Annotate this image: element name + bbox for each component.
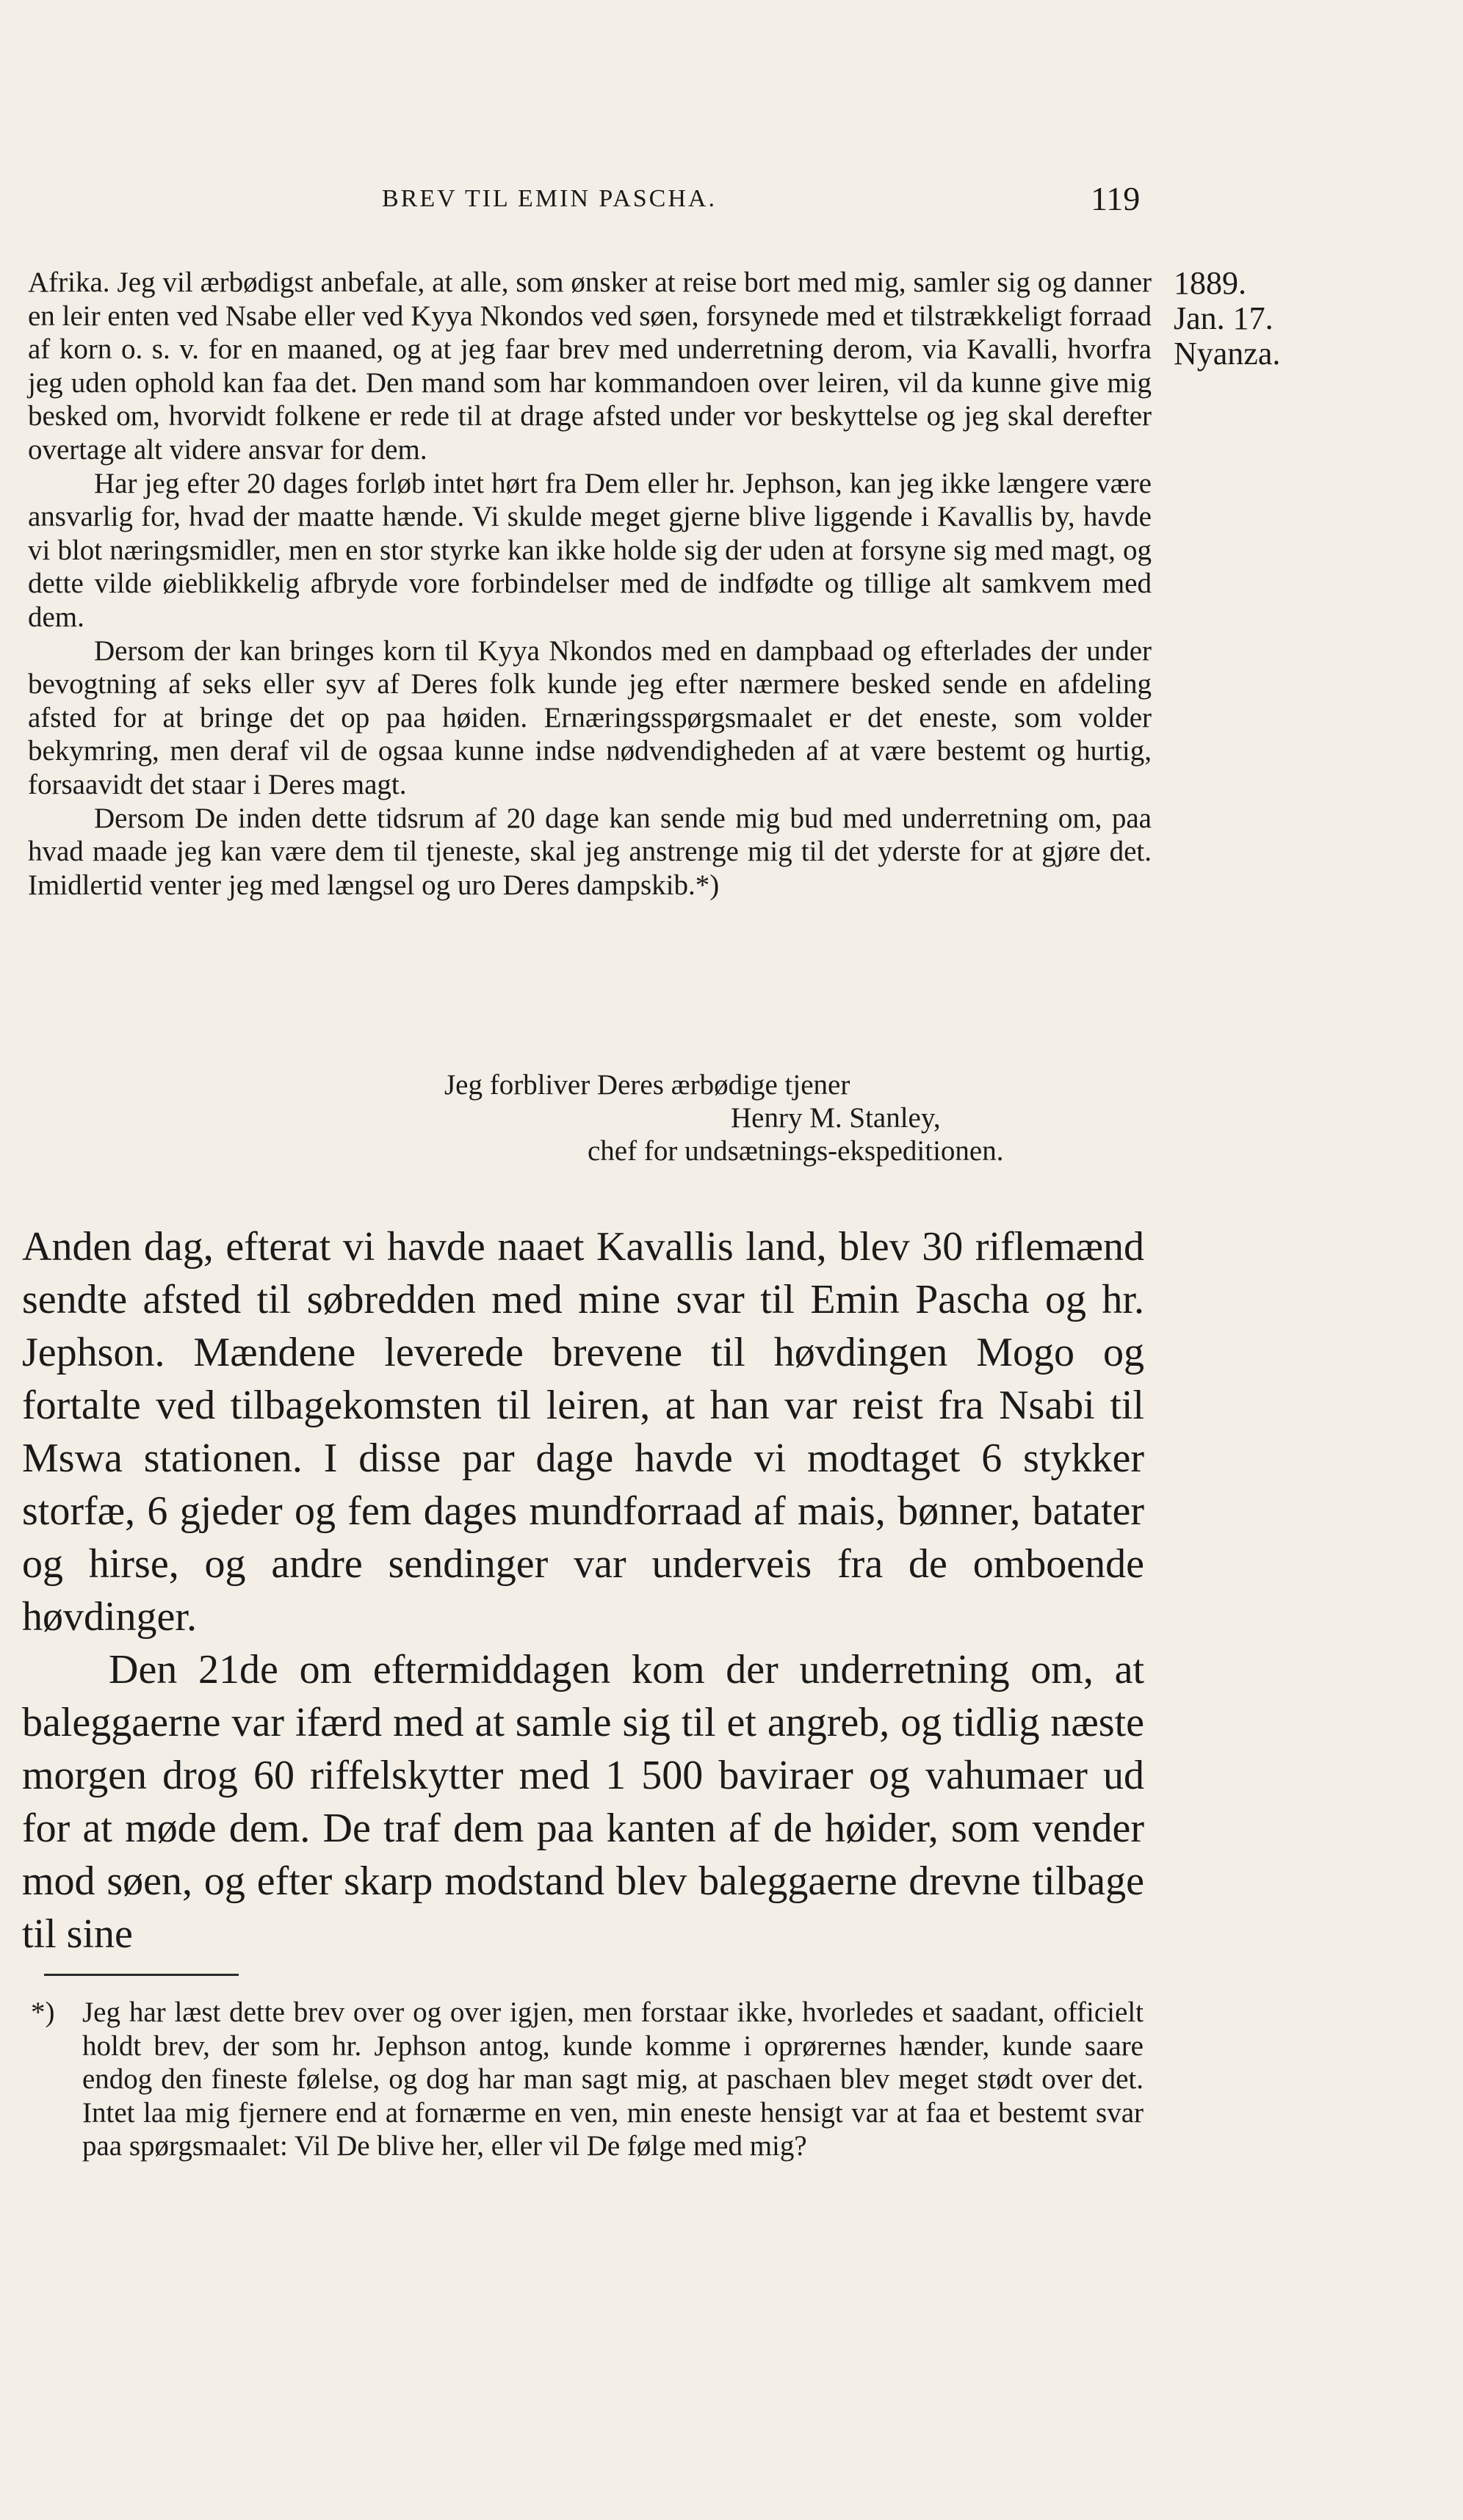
signature-title: chef for undsætnings-ekspeditionen.: [588, 1135, 1004, 1167]
narrative-text: [22, 1220, 1144, 1960]
footnote-divider: [44, 1974, 239, 1976]
letter-paragraph: Dersom der kan bringes korn til Kyya Nkondos med en dampbaad og efterlades der under bevogtning af seks eller syv af Deres folk kunde jeg efter nærmere besked sende en afdeling afsted for at bringe det op paa høiden. Ernæringsspørgsmaalet er det eneste, som volder bekymring, men deraf vil de ogsaa kunne indse nødvendigheden af at være bestemt og hurtig, forsaavidt det staar i Deres magt.: [28, 634, 1152, 800]
footnote-text: Jeg har læst dette brev over og over igjen, men forstaar ikke, hvorledes et saadant, officielt holdt brev, der som hr. Jephson antog, kunde komme i oprørernes hænder, kunde saare endog den fineste følelse, og dog har man sagt mig, at paschaen blev meget stødt over det. Intet laa mig fjernere end at fornærme en ven, min eneste hensigt var at faa et bestemt svar paa spørgsmaalet: Vil De blive her, eller vil De følge med mig?: [82, 1996, 1144, 2162]
narrative-paragraph: Anden dag, efterat vi havde naaet Kavallis land, blev 30 riflemænd sendte afsted til søbredden med mine svar til Emin Pascha og hr. Jephson. Mændene leverede brevene til høvdingen Mogo og fortalte ved tilbagekomsten til leiren, at han var reist fra Nsabi til Mswa stationen. I disse par dage havde vi modtaget 6 stykker storfæ, 6 gjeder og fem dages mundforraad af mais, bønner, batater og hirse, og andre sendinger var underveis fra de omboende høvdinger.: [22, 1224, 1144, 1640]
running-title: BREV TIL EMIN PASCHA.: [382, 185, 717, 212]
letter-paragraph: Har jeg efter 20 dages forløb intet hørt fra Dem eller hr. Jephson, kan jeg ikke længere være ansvarlig for, hvad der maatte hænde. Vi skulde meget gjerne blive liggende i Kavallis by, havde vi blot næringsmidler, men en stor styrke kan ikke holde sig der uden at forsyne sig med magt, og dette vilde øieblikkelig afbryde vore forbindelser med de indfødte og tillige alt samkvem med dem.: [28, 467, 1152, 633]
signature-name: Henry M. Stanley,: [731, 1102, 941, 1134]
margin-notes: [1174, 266, 1431, 372]
margin-year: 1889.: [1174, 265, 1246, 301]
running-head: [0, 180, 1463, 229]
margin-place: Nyanza.: [1174, 336, 1281, 372]
letter-paragraph: Dersom De inden dette tidsrum af 20 dage kan sende mig bud med underretning om, paa hvad maade jeg kan være dem til tjeneste, skal jeg anstrenge mig til det yderste for at gjøre det. Imidlertid venter jeg med længsel og uro Deres dampskib.*): [28, 802, 1152, 901]
narrative-paragraph: Den 21de om eftermiddagen kom der underretning om, at baleggaerne var ifærd med at samle sig til et angreb, og tidlig næste morgen drog 60 riffelskytter med 1 500 baviraer og vahumaer ud for at møde dem. De traf dem paa kanten af de høider, som vender mod søen, og efter skarp modstand blev baleggaerne drevne tilbage til sine: [22, 1647, 1144, 1957]
footnote-marker: *): [31, 1996, 55, 2028]
letter-text: [28, 266, 1152, 902]
margin-date: Jan. 17.: [1174, 300, 1274, 336]
signature-closing: Jeg forbliver Deres ærbødige tjener: [444, 1069, 850, 1101]
page-number: 119: [1091, 180, 1141, 217]
letter-paragraph: Afrika. Jeg vil ærbødigst anbefale, at alle, som ønsker at reise bort med mig, samler sig og danner en leir enten ved Nsabe eller ved Kyya Nkondos ved søen, forsynede med et tilstrækkeligt forraad af korn o. s. v. for en maaned, og at jeg faar brev med underretning derom, via Kavalli, hvorfra jeg uden ophold kan faa det. Den mand som har kommandoen over leiren, vil da kunne give mig besked om, hvorvidt folkene er rede til at drage afsted under vor beskyttelse og jeg skal derefter overtage alt videre ansvar for dem.: [28, 267, 1152, 466]
